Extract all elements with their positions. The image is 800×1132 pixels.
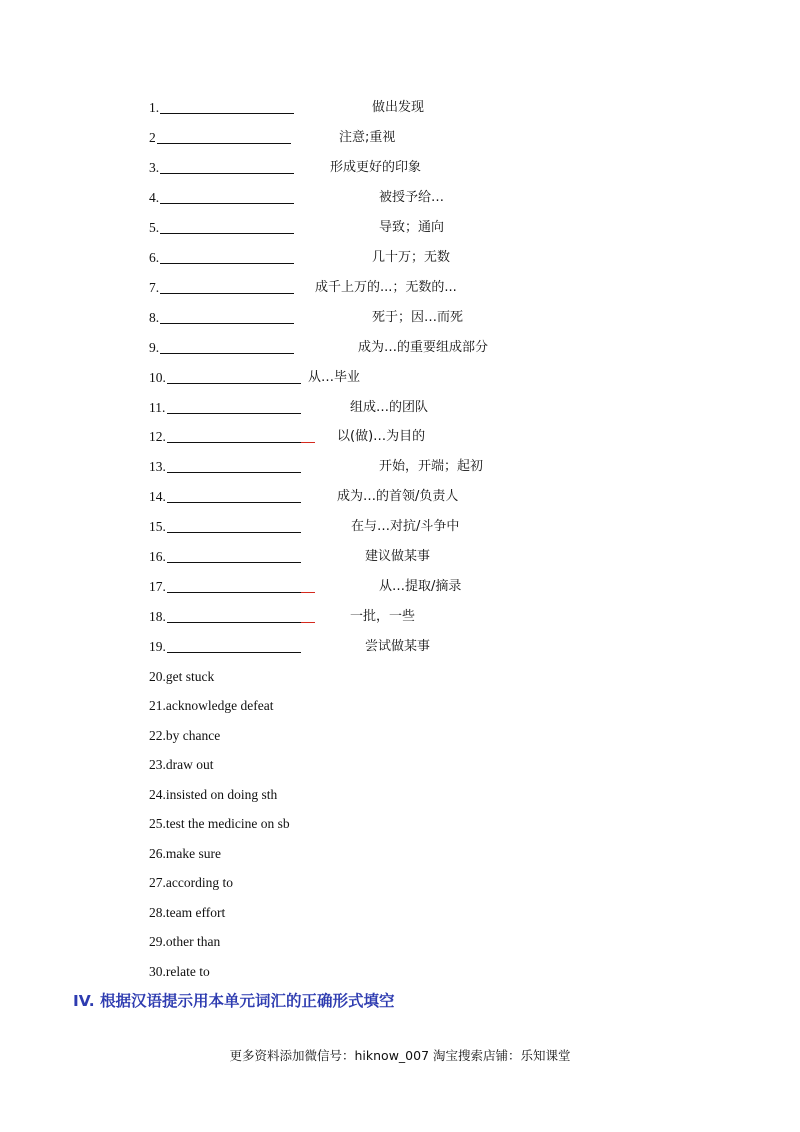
item-number: 8. <box>149 309 160 325</box>
blank-item <box>149 247 549 269</box>
item-number: 7. <box>149 279 160 295</box>
chinese-meaning: 开始，开端；起初 <box>379 459 484 475</box>
chinese-meaning: 建议做某事 <box>365 549 431 565</box>
blank-item <box>149 157 549 179</box>
chinese-meaning: 组成…的团队 <box>350 399 429 415</box>
answer-blank-line <box>160 293 294 294</box>
blank-item <box>149 516 549 538</box>
chinese-meaning: 尝试做某事 <box>365 639 431 655</box>
red-underline-mark <box>301 622 315 623</box>
chinese-meaning: 做出发现 <box>372 100 425 115</box>
chinese-meaning: 成为…的重要组成部分 <box>358 339 489 355</box>
blank-item <box>149 546 549 568</box>
answer-item: 30.relate to <box>149 963 210 979</box>
blank-item <box>149 456 549 478</box>
blank-item <box>149 187 549 209</box>
blank-item <box>149 217 549 239</box>
blank-item <box>149 636 549 658</box>
chinese-meaning: 几十万；无数 <box>372 249 451 265</box>
answer-item: 21.acknowledge defeat <box>149 698 274 714</box>
blank-item <box>149 127 549 149</box>
answer-blank-line <box>167 472 301 473</box>
answer-item: 29.other than <box>149 934 221 950</box>
chinese-meaning: 一批，一些 <box>350 609 416 625</box>
answer-blank-line <box>160 263 294 264</box>
chinese-meaning: 形成更好的印象 <box>330 159 422 175</box>
item-number: 13. <box>149 459 166 475</box>
answer-blank-line <box>167 622 301 623</box>
item-number: 16. <box>149 549 166 565</box>
blank-item <box>149 606 549 628</box>
blank-item <box>149 97 549 119</box>
blank-item <box>149 397 549 419</box>
blank-item <box>149 277 549 299</box>
answer-item: 26.make sure <box>149 845 221 861</box>
item-number: 5. <box>149 219 160 235</box>
answer-item: 28.team effort <box>149 904 226 920</box>
blank-item <box>149 337 549 359</box>
blank-item <box>149 426 549 448</box>
item-number: 1. <box>149 100 160 115</box>
red-underline-mark <box>301 442 315 443</box>
answer-blank-line <box>160 353 294 354</box>
chinese-meaning: 成为…的首领/负责人 <box>337 489 459 505</box>
blank-item <box>149 307 549 329</box>
chinese-meaning: 从…提取/摘录 <box>379 579 462 595</box>
item-number: 14. <box>149 489 166 505</box>
item-number: 9. <box>149 339 160 355</box>
item-number: 17. <box>149 579 166 595</box>
answer-blank-line <box>160 113 294 114</box>
chinese-meaning: 从…毕业 <box>308 369 361 385</box>
item-number: 4. <box>149 189 160 205</box>
item-number: 2 <box>149 129 156 145</box>
answer-blank-line <box>167 502 301 503</box>
answer-blank-line <box>167 592 301 593</box>
answer-blank-line <box>167 413 301 414</box>
chinese-meaning: 注意;重视 <box>339 129 396 145</box>
item-number: 19. <box>149 639 166 655</box>
answer-blank-line <box>167 652 301 653</box>
answer-item: 20.get stuck <box>149 669 215 684</box>
item-number: 10. <box>149 369 166 385</box>
chinese-meaning: 导致；通向 <box>379 219 445 235</box>
section-heading: IV. 根据汉语提示用本单元词汇的正确形式填空 <box>73 992 395 1010</box>
answer-item: 23.draw out <box>149 757 214 773</box>
answer-item: 24.insisted on doing sth <box>149 786 278 802</box>
chinese-meaning: 成千上万的...；无数的... <box>315 279 457 295</box>
chinese-meaning: 在与…对抗/斗争中 <box>351 519 460 535</box>
answer-blank-line <box>160 203 294 204</box>
item-number: 12. <box>149 429 166 445</box>
answer-blank-line <box>167 532 301 533</box>
item-number: 15. <box>149 519 166 535</box>
chinese-meaning: 以(做)…为目的 <box>337 429 426 445</box>
blank-item <box>149 486 549 508</box>
chinese-meaning: 死于；因…而死 <box>372 309 464 325</box>
answer-item: 27.according to <box>149 875 233 891</box>
answer-item: 25.test the medicine on sb <box>149 816 290 832</box>
blank-item <box>149 367 549 389</box>
footer-text: 更多资料添加微信号：hiknow_007 淘宝搜索店铺：乐知课堂 <box>229 1048 571 1063</box>
item-number: 18. <box>149 609 166 625</box>
answer-blank-line <box>160 233 294 234</box>
red-underline-mark <box>301 592 315 593</box>
answer-blank-line <box>160 173 294 174</box>
item-number: 11. <box>149 399 166 415</box>
item-number: 6. <box>149 249 160 265</box>
blank-item <box>149 576 549 598</box>
answer-blank-line <box>167 442 301 443</box>
chinese-meaning: 被授予给… <box>379 189 445 205</box>
answer-blank-line <box>160 323 294 324</box>
answer-blank-line <box>157 143 291 144</box>
answer-blank-line <box>167 383 301 384</box>
answer-item: 22.by chance <box>149 727 221 743</box>
answer-blank-line <box>167 562 301 563</box>
item-number: 3. <box>149 159 160 175</box>
